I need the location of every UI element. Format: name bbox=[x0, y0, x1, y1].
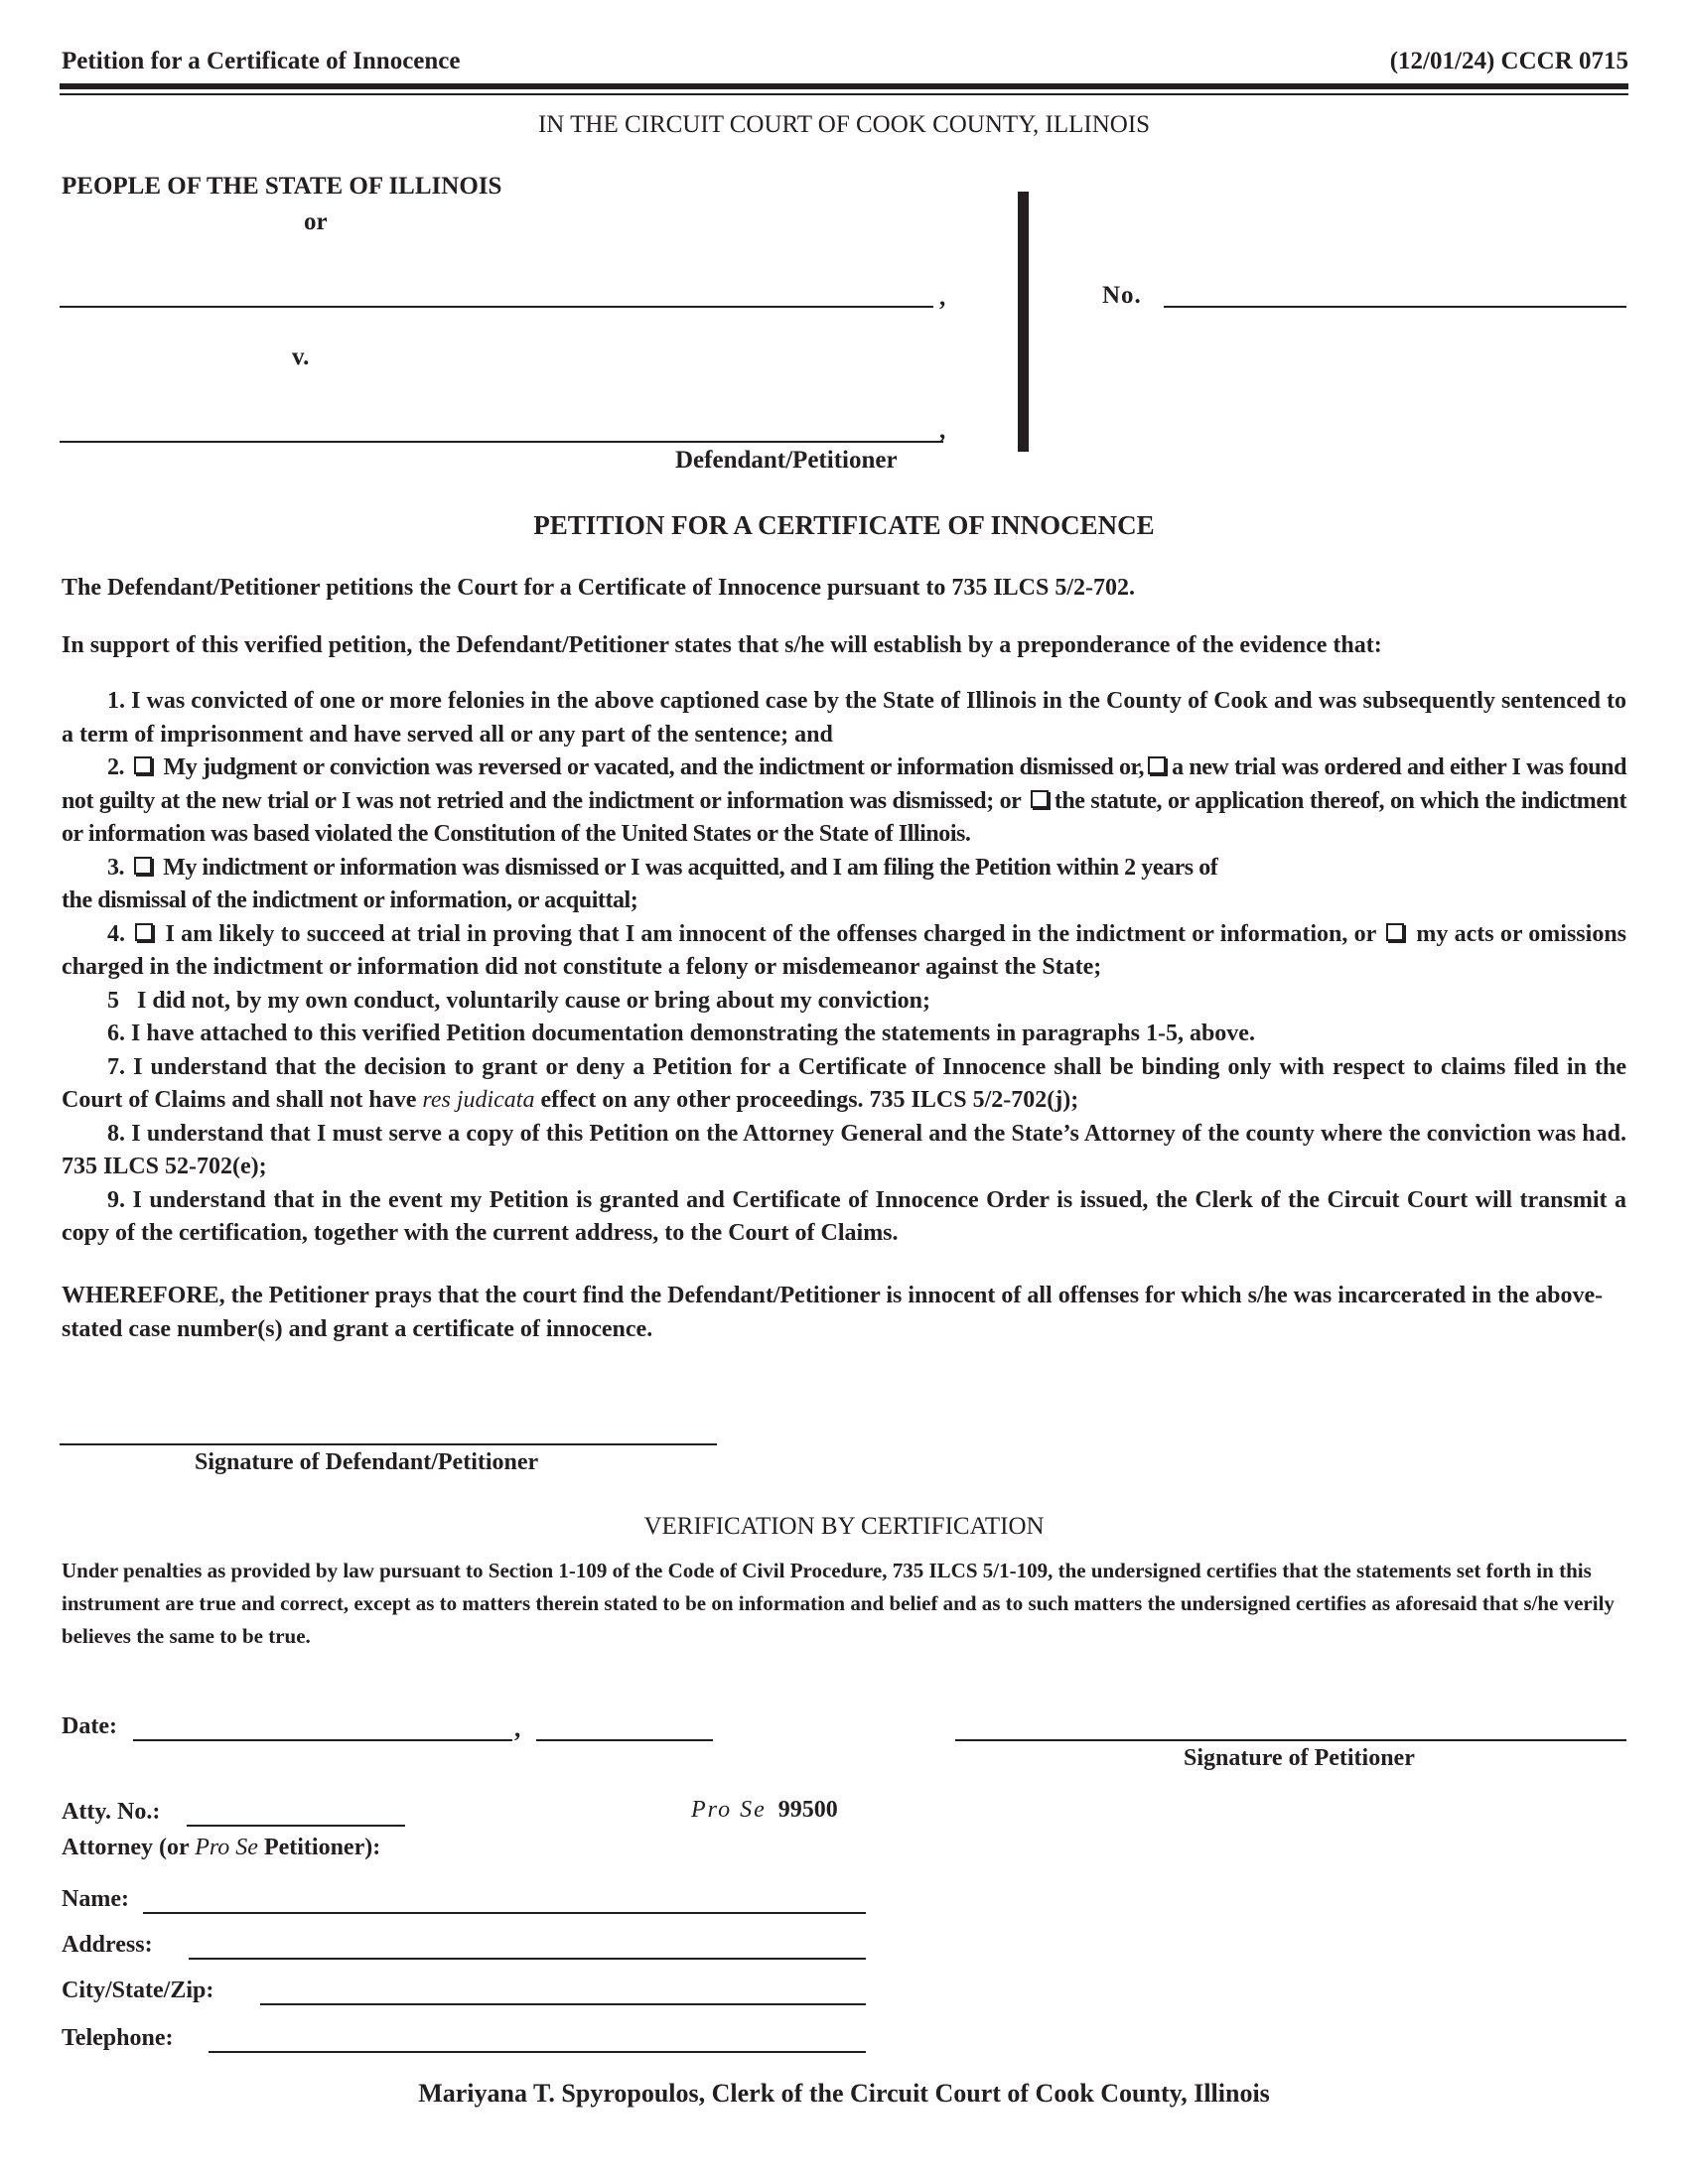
list-item: 2. My judgment or conviction was reversed or vacated, and the indictment or information dismissed or, a new trial was ordered and either I was found not guilty at the new trial or I was not retried and the indictment or information was dismissed; or the statute, or application thereof, on which the indictment or information was based violated the Constitution of the United States or the State of Illinois. bbox=[62, 754, 1626, 847]
list-item: 9. I understand that in the event my Petition is granted and Certificate of Innocence Order is issued, the Clerk of the Circuit Court will transmit a copy of the certification, together with the current address, to the Court of Claims. bbox=[62, 1186, 1626, 1246]
date-field-year[interactable] bbox=[536, 1739, 713, 1741]
form-code: (12/01/24) CCCR 0715 bbox=[1389, 48, 1628, 74]
plaintiff-name: PEOPLE OF THE STATE OF ILLINOIS bbox=[62, 173, 502, 200]
petition-title: PETITION FOR A CERTIFICATE OF INNOCENCE bbox=[533, 510, 1155, 540]
checkbox-reversed-vacated[interactable] bbox=[134, 756, 152, 774]
checkbox-dismissed-acquitted[interactable] bbox=[134, 857, 152, 875]
atty-no-field[interactable] bbox=[187, 1825, 405, 1827]
telephone-label: Telephone: bbox=[62, 2025, 174, 2051]
clerk-footer: Mariyana T. Spyropoulos, Clerk of the Circuit Court of Cook County, Illinois bbox=[418, 2079, 1270, 2108]
checkbox-unconstitutional-statute[interactable] bbox=[1031, 790, 1049, 808]
checkbox-new-trial[interactable] bbox=[1148, 756, 1166, 774]
city-state-zip-field[interactable] bbox=[260, 2003, 866, 2005]
address-label: Address: bbox=[62, 1932, 153, 1958]
list-item: 3. My indictment or information was dismissed or I was acquitted, and I am filing the Petition within 2 years of the dismissal of the indictment or information, or acquittal; bbox=[62, 854, 1218, 913]
form-title: Petition for a Certificate of Innocence bbox=[62, 48, 461, 74]
petitioner-signature-line[interactable] bbox=[955, 1739, 1626, 1741]
case-number-label: No. bbox=[1102, 282, 1142, 309]
numbered-statements bbox=[62, 685, 1626, 1251]
defendant-label: Defendant/Petitioner bbox=[675, 447, 898, 474]
telephone-field[interactable] bbox=[209, 2051, 866, 2053]
list-item: 6. I have attached to this verified Petition documentation demonstrating the statements in paragraphs 1-5, above. bbox=[107, 1021, 1255, 1046]
list-item: 8. I understand that I must serve a copy of this Petition on the Attorney General and the State’s Attorney of the county where the conviction was had. 735 ILCS 52-702(e); bbox=[62, 1120, 1626, 1179]
wherefore-paragraph: WHEREFORE, the Petitioner prays that the court find the Defendant/Petitioner is innocent of all offenses for which s/he was incarcerated in the above-stated case number(s) and grant a certificate of innocence. bbox=[62, 1283, 1604, 1342]
court-heading: IN THE CIRCUIT COURT OF COOK COUNTY, ILLINOIS bbox=[537, 111, 1151, 138]
name-label: Name: bbox=[62, 1886, 129, 1912]
party-name-line-1[interactable] bbox=[60, 306, 933, 308]
case-number-field[interactable] bbox=[1164, 306, 1626, 308]
checkbox-likely-innocent[interactable] bbox=[135, 923, 153, 941]
address-field[interactable] bbox=[189, 1958, 866, 1960]
pro-se-code: Pro Se 99500 bbox=[691, 1797, 838, 1823]
defendant-name-line[interactable] bbox=[60, 441, 943, 443]
header-rule-thin bbox=[60, 93, 1628, 95]
caption-or: or bbox=[304, 208, 328, 235]
date-label: Date: bbox=[62, 1713, 117, 1739]
support-paragraph: In support of this verified petition, the Defendant/Petitioner states that s/he will establish by a preponderance of the evidence that: bbox=[62, 632, 1382, 658]
list-item: 7. I understand that the decision to grant or deny a Petition for a Certificate of Innocence shall be binding only with respect to claims filed in the Court of Claims and shall not have res judicata effect on any other proceedings. 735 ILCS 5/2-702(j); bbox=[62, 1053, 1627, 1113]
list-item: 4. I am likely to succeed at trial in proving that I am innocent of the offenses charged in the indictment or information, or my acts or omissions charged in the indictment or information did not constitute a felony or misdemeanor against the State; bbox=[62, 920, 1627, 980]
caption-comma-2: , bbox=[939, 417, 946, 444]
city-state-zip-label: City/State/Zip: bbox=[62, 1978, 214, 2003]
list-item: 5 I did not, by my own conduct, voluntarily cause or bring about my conviction; bbox=[107, 987, 930, 1014]
checkbox-not-felony[interactable] bbox=[1386, 923, 1404, 941]
date-field-month-day[interactable] bbox=[133, 1739, 512, 1741]
petitioner-signature-label: Signature of Petitioner bbox=[1184, 1745, 1415, 1771]
list-item: 1. I was convicted of one or more felonies in the above captioned case by the State of Illinois in the County of Cook and was subsequently sentenced to a term of imprisonment and have served all or any part of the sentence; and bbox=[62, 688, 1626, 748]
header-rule-thick bbox=[60, 83, 1628, 89]
date-comma: , bbox=[514, 1715, 521, 1742]
attorney-label: Attorney (or Pro Se Petitioner): bbox=[62, 1835, 381, 1860]
defendant-signature-label: Signature of Defendant/Petitioner bbox=[195, 1449, 539, 1475]
caption-comma-1: , bbox=[939, 284, 946, 311]
verification-title: VERIFICATION BY CERTIFICATION bbox=[643, 1513, 1045, 1540]
verification-text: Under penalties as provided by law pursuant to Section 1-109 of the Code of Civil Procedure, 735 ILCS 5/1-109, the undersigned certifies that the statements set forth in this instrument are true and correct, except as to matters therein stated to be on information and belief and as to such matters the undersigned certifies as aforesaid that s/he verily believes the same to be true. bbox=[62, 1559, 1615, 1648]
name-field[interactable] bbox=[143, 1912, 866, 1914]
defendant-signature-line[interactable] bbox=[60, 1443, 717, 1445]
caption-versus: v. bbox=[292, 343, 310, 370]
caption-divider bbox=[1018, 192, 1029, 452]
intro-paragraph: The Defendant/Petitioner petitions the Court for a Certificate of Innocence pursuant to 735 ILCS 5/2-702. bbox=[62, 575, 1136, 601]
atty-no-label: Atty. No.: bbox=[62, 1799, 161, 1825]
